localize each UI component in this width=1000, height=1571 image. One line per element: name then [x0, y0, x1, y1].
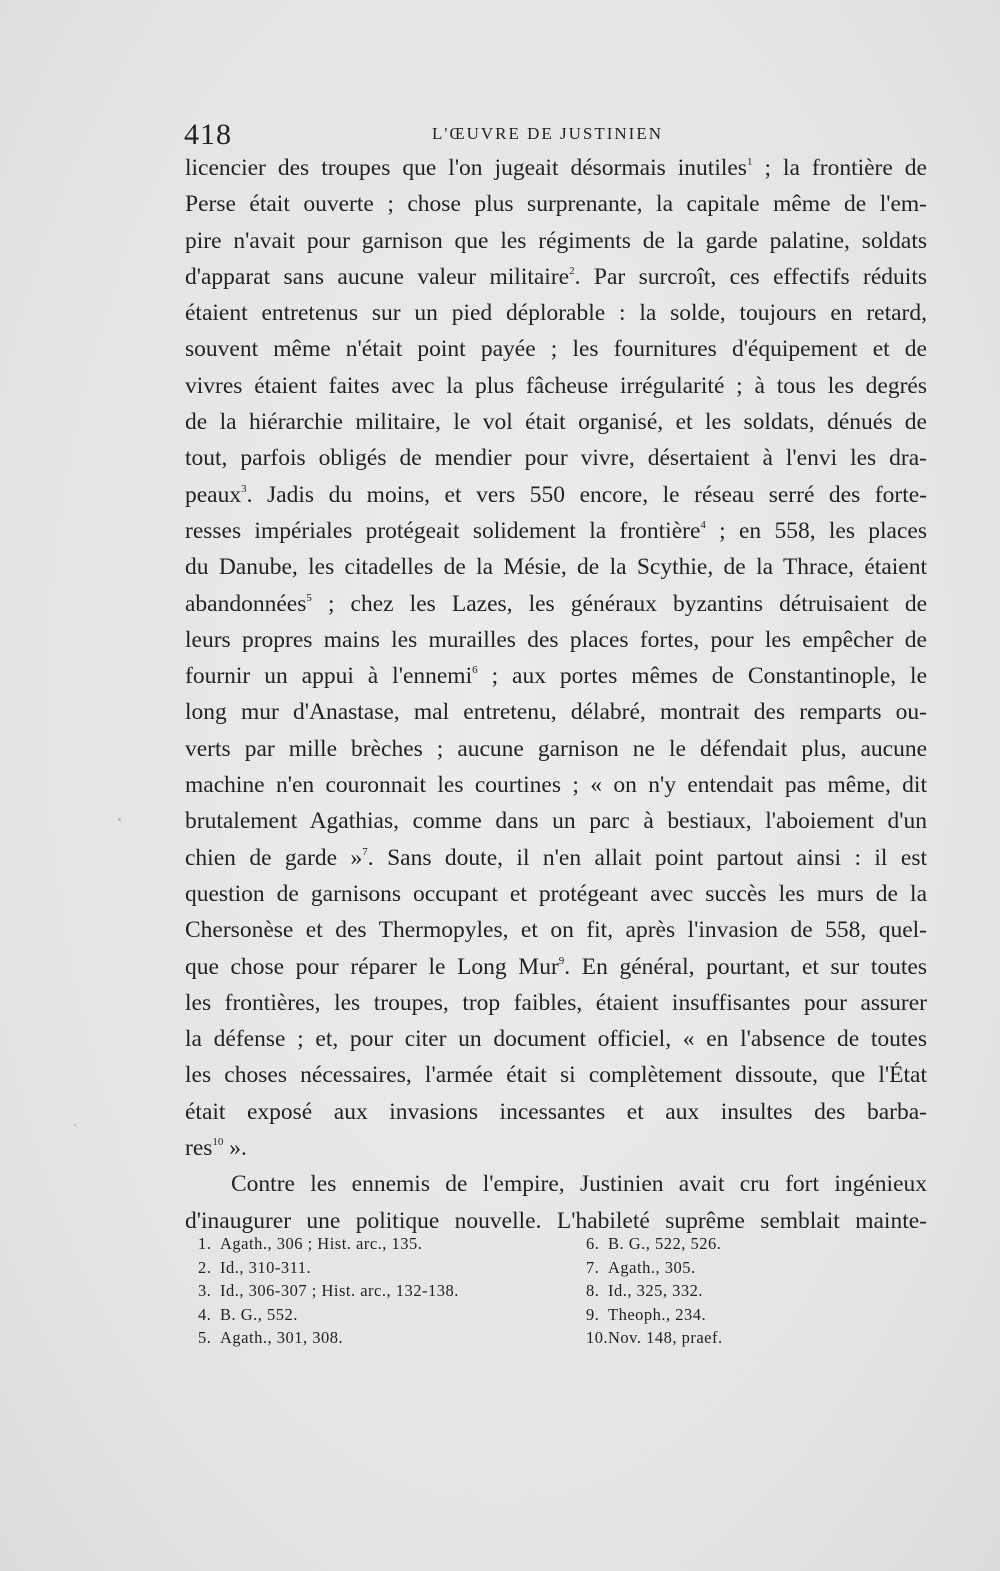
- body-text: [185, 150, 927, 1239]
- text-line: peaux$^3$. Jadis du moins, et vers 550 encore, le réseau serré des forte-: [185, 481, 927, 508]
- text-line: brutalement Agathias, comme dans un parc à bestiaux, l'aboiement d'un: [185, 808, 927, 835]
- footnote-ref: 7: [362, 845, 368, 858]
- text-line: souvent même n'était point payée ; les fournitures d'équipement et de: [185, 336, 927, 363]
- footnote-ref: 4: [700, 518, 706, 531]
- paper-speck: [118, 818, 121, 821]
- footnote: 3. Id., 306-307 ; Hist. arc., 132-138.: [198, 1281, 459, 1300]
- footnote: 5. Agath., 301, 308.: [198, 1328, 344, 1347]
- text-line: vivres étaient faites avec la plus fâcheuse irrégularité ; à tous les degrés: [185, 372, 927, 399]
- footnote: 4. B. G., 552.: [198, 1304, 298, 1324]
- text-line: Chersonèse et des Thermopyles, et on fit, après l'invasion de 558, quel-: [185, 917, 927, 944]
- footnote-ref: 6: [472, 664, 478, 677]
- footnote: 6. B. G., 522, 526.: [586, 1234, 722, 1253]
- text-line: leurs propres mains les murailles des places fortes, pour les empêcher de: [185, 626, 927, 653]
- text-line: Contre les ennemis de l'empire, Justinien avait cru fort ingénieux: [231, 1171, 927, 1198]
- footnote-ref: 1: [746, 156, 753, 168]
- footnote: 8. Id., 325, 332.: [586, 1281, 703, 1300]
- page-number: 418: [184, 118, 232, 151]
- text-line: chien de garde »$^7$. Sans doute, il n'en allait point partout ainsi : il est: [185, 844, 927, 871]
- footnote-ref: 10: [212, 1136, 224, 1149]
- text-line: tout, parfois obligés de mendier pour vivre, désertaient à l'envi les dra-: [185, 445, 927, 472]
- text-line: du Danube, les citadelles de la Mésie, de la Scythie, de la Thrace, étaient: [185, 554, 927, 581]
- text-line: les frontières, les troupes, trop faibles, étaient insuffisantes pour assurer: [185, 989, 927, 1016]
- footnote: 7. Agath., 305.: [586, 1257, 696, 1277]
- footnote: 10.Nov. 148, praef.: [586, 1328, 723, 1347]
- text-line: que chose pour réparer le Long Mur$^9$. En général, pourtant, et sur toutes: [185, 953, 927, 980]
- footnote: 2. Id., 310-311.: [198, 1257, 312, 1277]
- text-line: d'apparat sans aucune valeur militaire$^2$. Par surcroît, ces effectifs réduits: [185, 263, 927, 290]
- text-line: était exposé aux invasions incessantes et aux insultes des barba-: [185, 1098, 927, 1125]
- footnote-ref: 3: [241, 482, 247, 495]
- text-line: long mur d'Anastase, mal entretenu, délabré, montrait des remparts ou-: [185, 699, 927, 726]
- text-line: la défense ; et, pour citer un document officiel, « en l'absence de toutes: [185, 1026, 927, 1053]
- footnote: 9. Theoph., 234.: [586, 1304, 707, 1324]
- footnote-ref: 2: [569, 264, 575, 277]
- paper-speck: [74, 1124, 76, 1126]
- footnote-ref: 9: [558, 954, 565, 967]
- text-line: abandonnées$^5$ ; chez les Lazes, les généraux byzantins détruisaient de: [185, 590, 927, 617]
- text-line: Perse était ouverte ; chose plus surprenante, la capitale même de l'em-: [185, 191, 927, 218]
- text-line: étaient entretenus sur un pied déplorable : la solde, toujours en retard,: [185, 300, 927, 327]
- text-line: res$^{10}$ ».: [185, 1135, 247, 1162]
- text-line: d'inaugurer une politique nouvelle. L'habileté suprême semblait mainte-: [185, 1207, 927, 1234]
- text-line: pire n'avait pour garnison que les régiments de la garde palatine, soldats: [185, 227, 927, 254]
- text-line: machine n'en couronnait les courtines ; « on n'y entendait pas même, dit: [185, 772, 927, 799]
- running-title: L'ŒUVRE DE JUSTINIEN: [432, 124, 663, 143]
- text-line: les choses nécessaires, l'armée était si complètement dissoute, que l'État: [185, 1062, 927, 1089]
- text-line: verts par mille brèches ; aucune garnison ne le défendait plus, aucune: [185, 735, 927, 762]
- text-line: resses impériales protégeait solidement la frontière$^4$ ; en 558, les places: [185, 517, 927, 544]
- text-line: question de garnisons occupant et protégeant avec succès les murs de la: [185, 880, 927, 907]
- text-line: fournir un appui à l'ennemi$^6$ ; aux portes mêmes de Constantinople, le: [185, 663, 928, 690]
- text-line: de la hiérarchie militaire, le vol était organisé, et les soldats, dénués de: [185, 409, 927, 436]
- footnote: 1. Agath., 306 ; Hist. arc., 135.: [198, 1234, 423, 1253]
- footnotes-left-column: [198, 1232, 459, 1350]
- footnotes-right-column: [586, 1232, 723, 1350]
- text-line: licencier des troupes que l'on jugeait désormais inutiles$^1$ ; la frontière de: [185, 155, 927, 181]
- footnote-ref: 5: [306, 591, 312, 604]
